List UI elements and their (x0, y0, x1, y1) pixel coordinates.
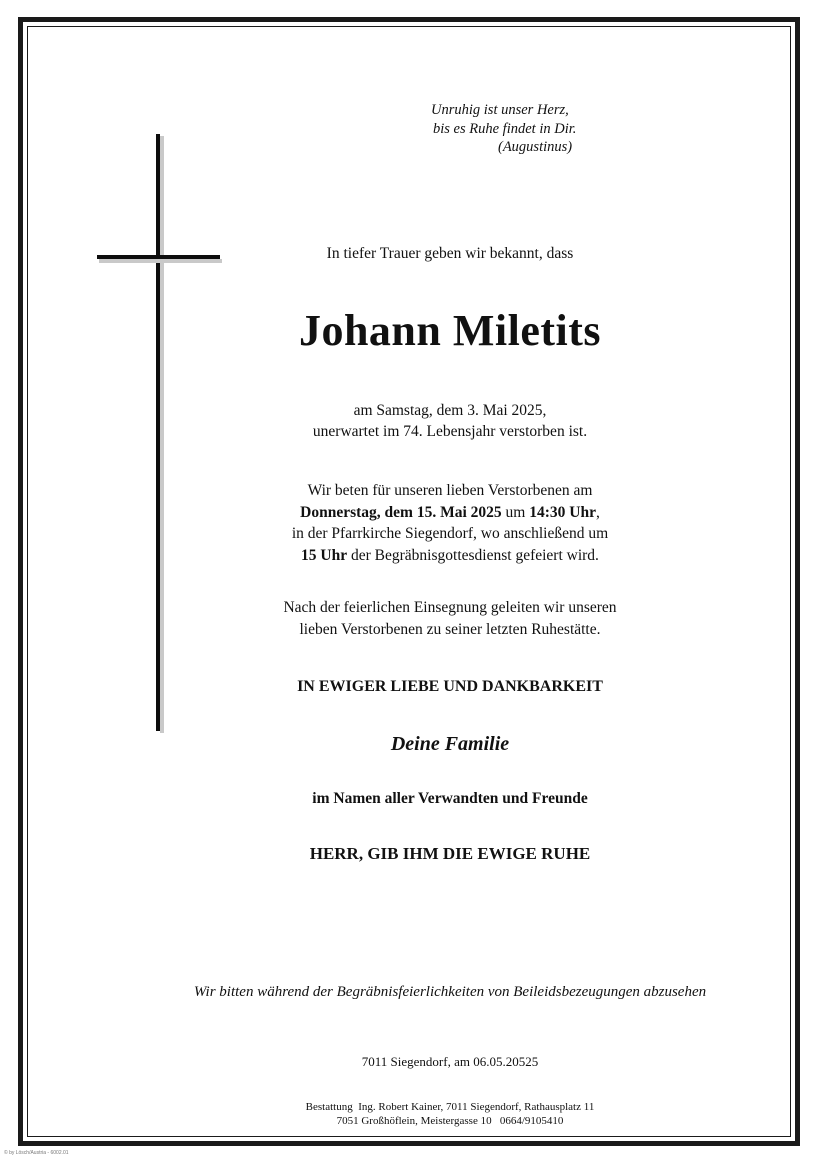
death-line-1: am Samstag, dem 3. Mai 2025, (353, 402, 547, 419)
service-um: um (501, 503, 530, 521)
service-time: 14:30 Uhr (529, 503, 596, 521)
service-line-1: Wir beten für unseren lieben Verstorbenen am (307, 482, 593, 499)
mass-time: 15 Uhr (301, 546, 348, 564)
undertaker-line-2: 7051 Großhöflein, Meistergasse 10 0664/9105410 (336, 1115, 564, 1127)
motto-quote (431, 101, 576, 157)
prayer-line: HERR, GIB IHM DIE EWIGE RUHE (309, 844, 591, 863)
undertaker-line-1: Bestattung Ing. Robert Kainer, 7011 Siegendorf, Rathausplatz 11 (305, 1101, 595, 1113)
service-line-4-rest: der Begräbnisgottesdienst gefeiert wird. (347, 546, 599, 564)
death-line-2: unerwartet im 74. Lebensjahr verstorben ist. (312, 423, 588, 440)
love-line: IN EWIGER LIEBE UND DANKBARKEIT (297, 678, 603, 695)
place-date: 7011 Siegendorf, am 06.05.20525 (361, 1054, 539, 1069)
service-line-4 (150, 545, 750, 567)
service-line-3: in der Pfarrkirche Siegendorf, wo anschließend um (291, 525, 609, 542)
death-notice (150, 400, 750, 442)
burial-line-1: Nach der feierlichen Einsegnung geleiten wir unseren (283, 599, 617, 616)
motto-source: (Augustinus) (498, 139, 573, 155)
service-comma: , (595, 503, 600, 521)
deceased-name: Johann Miletits (298, 306, 602, 355)
motto-line-2: bis es Ruhe findet in Dir. (433, 120, 577, 137)
family-signature: Deine Familie (390, 733, 510, 755)
service-info (150, 480, 750, 566)
burial-info (150, 597, 750, 640)
inner-border (27, 26, 791, 1137)
service-date: Donnerstag, dem 15. Mai 2025 (300, 503, 502, 521)
copyright-note: © by Lösch/Austria - 6002.01 (4, 1150, 69, 1156)
relatives-line: im Namen aller Verwandten und Freunde (312, 790, 588, 807)
service-line-2 (150, 502, 750, 524)
undertaker-info (150, 1100, 750, 1128)
burial-line-2: lieben Verstorbenen zu seiner letzten Ruhestätte. (299, 620, 601, 638)
motto-line-1: Unruhig ist unser Herz, (431, 102, 569, 118)
condolence-request: Wir bitten während der Begräbnisfeierlichkeiten von Beileidsbezeugungen abzusehen (193, 984, 707, 1000)
intro-text: In tiefer Trauer geben wir bekannt, dass (326, 245, 574, 262)
